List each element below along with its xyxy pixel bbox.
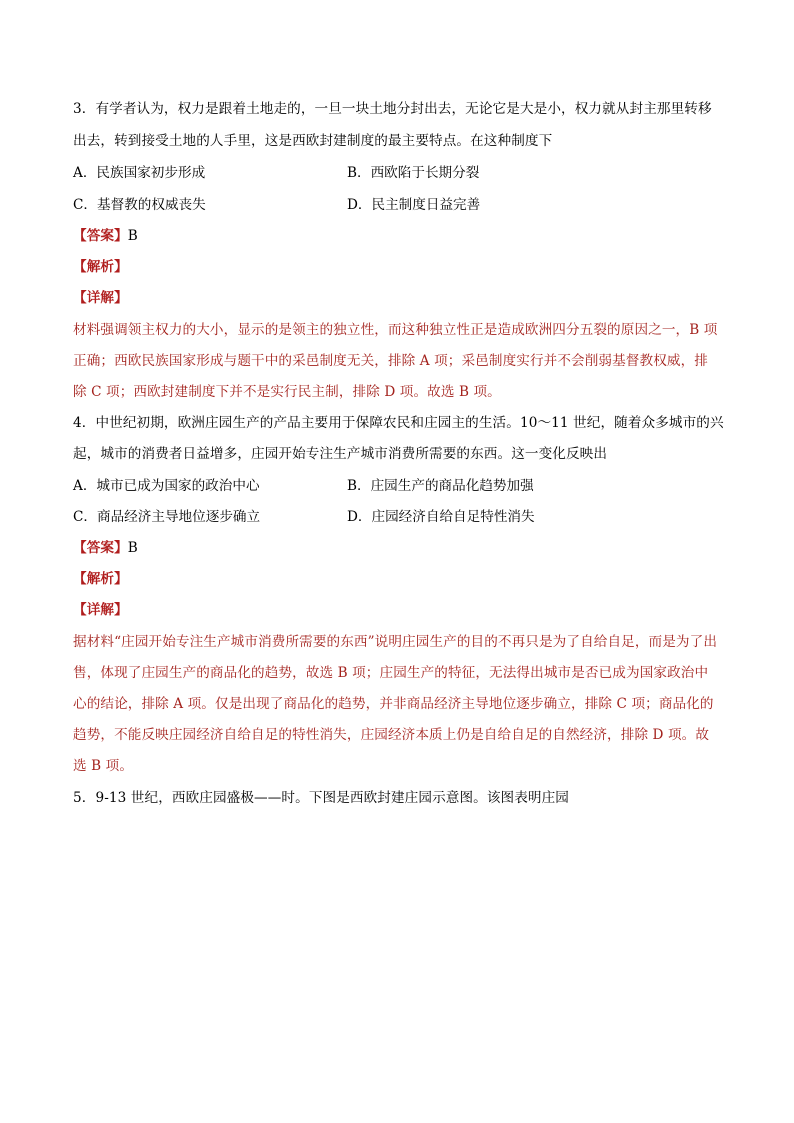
q4-answer-value: B [127,540,138,556]
q3-answer-label: 【答案】 [73,228,128,244]
q3-detail-label: 【详解】 [73,290,128,306]
q4-answer-label: 【答案】 [73,540,128,556]
q5-stem-line-1: 5．9-13 世纪，西欧庄园盛极——时。下图是西欧封建庄园示意图。该图表明庄园 [73,790,570,806]
q4-option-b: B．庄园生产的商品化趋势加强 [347,478,534,494]
q4-detail-line-4: 趋势，不能反映庄园经济自给自足的特性消失，庄园经济本质上仍是自给自足的自然经济，排除 D 项。故 [73,727,710,743]
q4-stem-line-1: 4．中世纪初期，欧洲庄园生产的产品主要用于保障农民和庄园主的生活。10～11 世纪，随着众多城市的兴 [73,415,724,431]
q3-stem-line-1: 3．有学者认为，权力是跟着土地走的，一旦一块土地分封出去，无论它是大是小，权力就从封主那里转移 [73,101,712,117]
q3-stem-line-2: 出去，转到接受土地的人手里，这是西欧封建制度的最主要特点。在这种制度下 [73,133,553,149]
q4-option-c: C．商品经济主导地位逐步确立 [73,509,261,525]
q3-analysis-label: 【解析】 [73,259,128,275]
q4-stem-line-2: 起，城市的消费者日益增多，庄园开始专注生产城市消费所需要的东西。这一变化反映出 [73,446,608,462]
q3-answer [73,226,138,246]
q3-detail-line-1: 材料强调领主权力的大小，显示的是领主的独立性，而这种独立性正是造成欧洲四分五裂的原因之一，B 项 [73,322,718,338]
q4-detail-line-1: 据材料“庄园开始专注生产城市消费所需要的东西”说明庄园生产的目的不再只是为了自给自足，而是为了出 [73,634,718,650]
q3-option-c: C．基督教的权威丧失 [73,197,206,213]
q3-option-d: D．民主制度日益完善 [347,197,481,213]
q3-detail-line-3: 除 C 项；西欧封建制度下并不是实行民主制，排除 D 项。故选 B 项。 [73,384,501,400]
q3-option-b: B．西欧陷于长期分裂 [347,165,480,181]
q3-detail-line-2: 正确；西欧民族国家形成与题干中的采邑制度无关，排除 A 项；采邑制度实行并不会削弱基督教权威，排 [73,353,708,369]
q4-answer [73,538,138,558]
q4-option-a: A．城市已成为国家的政治中心 [73,478,260,494]
q4-detail-line-5: 选 B 项。 [73,758,134,774]
q4-detail-label: 【详解】 [73,602,128,618]
q4-detail-line-2: 售，体现了庄园生产的商品化的趋势，故选 B 项；庄园生产的特征，无法得出城市是否已成为国家政治中 [73,665,709,681]
q3-answer-value: B [127,228,138,244]
q4-analysis-label: 【解析】 [73,571,128,587]
q4-detail-line-3: 心的结论，排除 A 项。仅是出现了商品化的趋势，并非商品经济主导地位逐步确立，排除 C 项；商品化的 [73,696,714,712]
q4-option-d: D．庄园经济自给自足特性消失 [347,509,535,525]
q3-option-a: A．民族国家初步形成 [73,165,206,181]
